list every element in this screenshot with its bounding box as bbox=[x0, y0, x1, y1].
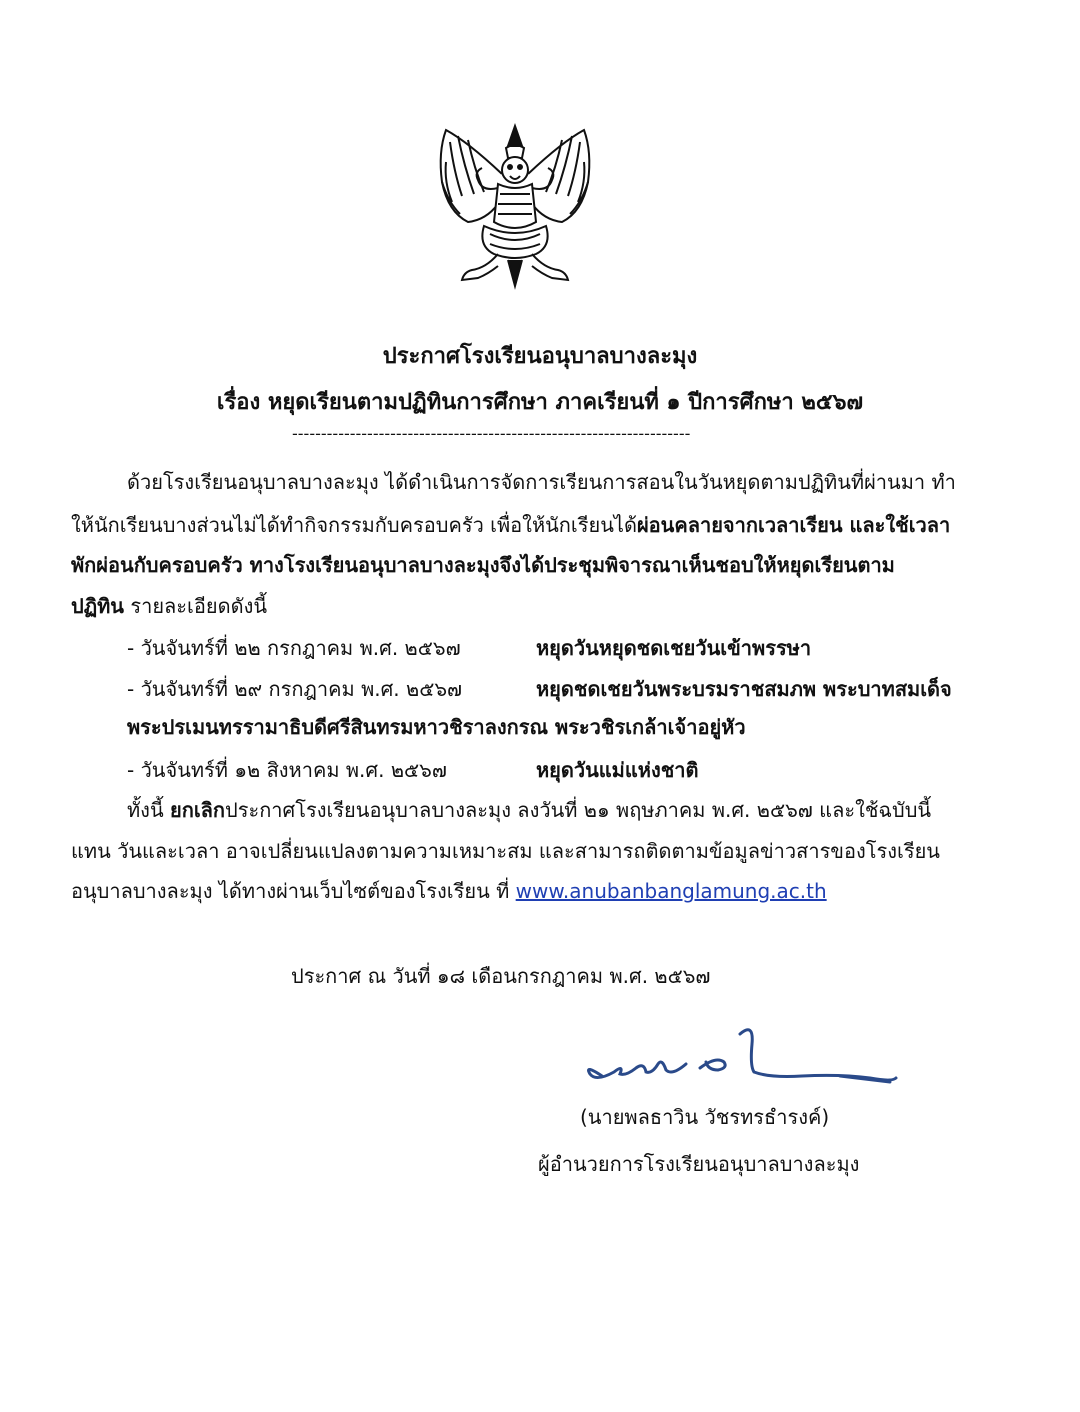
holiday-item-2-desc-cont: พระปรเมนทรรามาธิบดีศรีสินทรมหาวชิราลงกรณ พระวชิรเกล้าเจ้าอยู่หัว bbox=[127, 715, 746, 739]
para1-line3: พักผ่อนกับครอบครัว ทางโรงเรียนอนุบาลบางละมุงจึงได้ประชุมพิจารณาเห็นชอบให้หยุดเรียนตาม bbox=[71, 553, 895, 577]
holiday-item-1-date: - วันจันทร์ที่ ๒๒ กรกฎาคม พ.ศ. ๒๕๖๗ bbox=[127, 636, 461, 660]
holiday-item-3-date: - วันจันทร์ที่ ๑๒ สิงหาคม พ.ศ. ๒๕๖๗ bbox=[127, 758, 447, 782]
signature-icon bbox=[540, 1016, 910, 1098]
para2-line2: แทน วันและเวลา อาจเปลี่ยนแปลงตามความเหมาะสม และสามารถติดตามข้อมูลข่าวสารของโรงเรียน bbox=[71, 839, 940, 863]
announcement-title: ประกาศโรงเรียนอนุบาลบางละมุง bbox=[382, 344, 698, 369]
para1-line1: ด้วยโรงเรียนอนุบาลบางละมุง ได้ดำเนินการจัดการเรียนการสอนในวันหยุดตามปฏิทินที่ผ่านมา ทำ bbox=[127, 470, 956, 494]
para1-line2 bbox=[71, 511, 950, 539]
para2-line1-bold: ยกเลิก bbox=[169, 798, 226, 822]
holiday-item-2-date: - วันจันทร์ที่ ๒๙ กรกฎาคม พ.ศ. ๒๕๖๗ bbox=[127, 677, 463, 701]
para2-line3 bbox=[71, 877, 827, 905]
proclamation-date: ประกาศ ณ วันที่ ๑๘ เดือนกรกฎาคม พ.ศ. ๒๕๖๗ bbox=[291, 964, 711, 988]
para2-line3-text: อนุบาลบางละมุง ได้ทางผ่านเว็บไซต์ของโรงเรียน ที่ bbox=[71, 879, 516, 903]
signer-position: ผู้อำนวยการโรงเรียนอนุบาลบางละมุง bbox=[538, 1152, 860, 1176]
holiday-item-1-desc: หยุดวันหยุดชดเชยวันเข้าพรรษา bbox=[536, 636, 812, 660]
para2-line1-pre: ทั้งนี้ bbox=[127, 798, 170, 822]
holiday-item-2-desc: หยุดชดเชยวันพระบรมราชสมภพ พระบาทสมเด็จ bbox=[536, 677, 952, 701]
para2-line1 bbox=[127, 796, 931, 824]
garuda-emblem-icon bbox=[428, 122, 602, 296]
para1-line4-bold: ปฏิทิน bbox=[71, 594, 124, 618]
para2-line1-post: ประกาศโรงเรียนอนุบาลบางละมุง ลงวันที่ ๒๑ พฤษภาคม พ.ศ. ๒๕๖๗ และใช้ฉบับนี้ bbox=[225, 798, 932, 822]
announcement-subject: เรื่อง หยุดเรียนตามปฏิทินการศึกษา ภาคเรียนที่ ๑ ปีการศึกษา ๒๕๖๗ bbox=[216, 390, 864, 415]
divider-line: --------------------------------------------------------------------- bbox=[292, 424, 691, 443]
para1-line4 bbox=[71, 592, 267, 620]
signer-name: (นายพลธาวิน วัชรทรธำรงค์) bbox=[580, 1105, 830, 1129]
school-website-link[interactable]: www.anubanbanglamung.ac.th bbox=[515, 879, 827, 903]
para1-line2-bold: ผ่อนคลายจากเวลาเรียน และใช้เวลา bbox=[636, 513, 951, 537]
para1-line2-text: ให้นักเรียนบางส่วนไม่ได้ทำกิจกรรมกับครอบครัว เพื่อให้นักเรียนได้ bbox=[71, 513, 637, 537]
para1-line4-text: รายละเอียดดังนี้ bbox=[123, 594, 268, 618]
holiday-item-3-desc: หยุดวันแม่แห่งชาติ bbox=[536, 758, 699, 782]
